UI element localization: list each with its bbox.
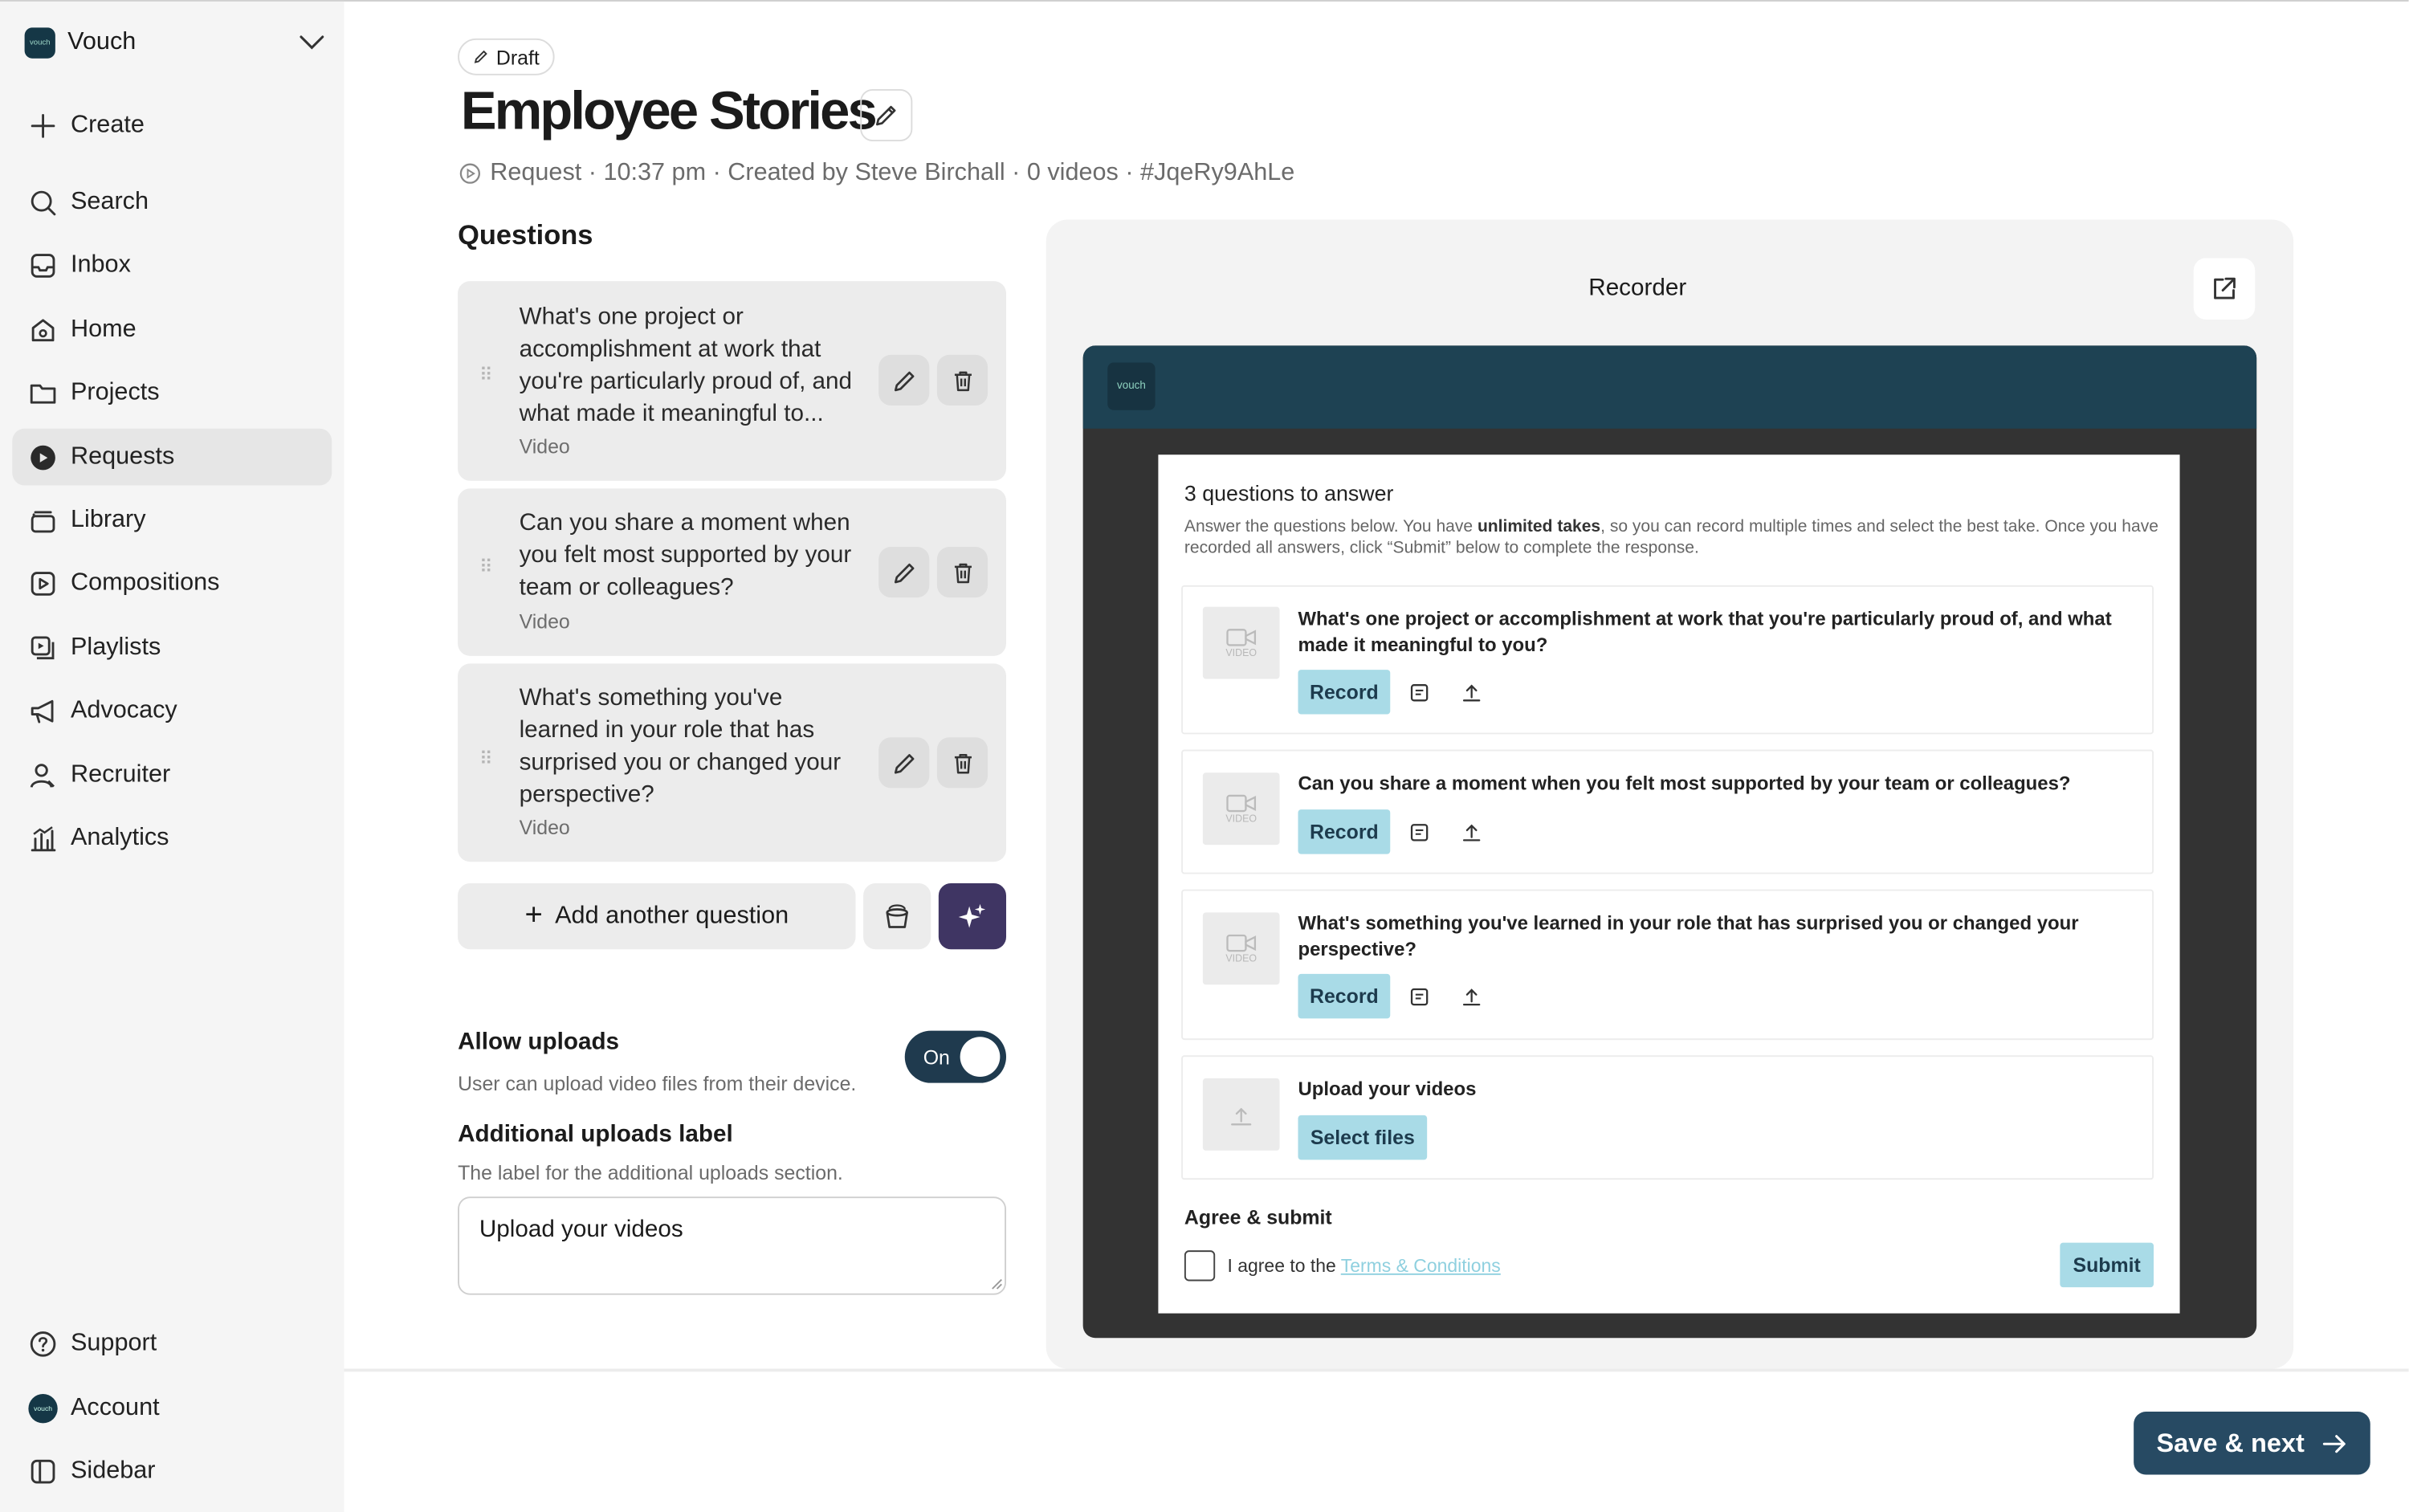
upload-icon[interactable] <box>1461 986 1482 1008</box>
save-next-label: Save & next <box>2156 1428 2305 1457</box>
video-camera-icon <box>1226 793 1257 814</box>
sparkle-icon <box>957 901 988 931</box>
question-type: Video <box>519 434 570 458</box>
plus-icon: + <box>524 899 543 933</box>
pencil-icon <box>891 751 916 776</box>
workspace-name: Vouch <box>67 29 137 55</box>
question-text: What's one project or accomplishment at work that you're particularly proud of, and what made it meaningful to... <box>519 304 853 427</box>
question-type: Video <box>519 815 570 839</box>
notes-icon[interactable] <box>1408 986 1430 1008</box>
pencil-icon <box>473 49 488 64</box>
thumbnail-label: VIDEO <box>1225 648 1257 659</box>
sidebar-item-compositions[interactable] <box>12 555 332 612</box>
resize-handle-icon[interactable] <box>991 1278 1003 1290</box>
form-question-text: What's one project or accomplishment at work that you're particularly proud of, and what made it meaningful to you? <box>1298 608 2112 656</box>
trash-icon <box>950 368 975 393</box>
question-text: Can you share a moment when you felt most supported by your team or colleagues? <box>519 510 852 601</box>
question-card[interactable] <box>458 663 1006 862</box>
footer-divider <box>344 1368 2409 1371</box>
allow-uploads-toggle[interactable] <box>905 1031 1006 1083</box>
sidebar <box>0 2 344 1512</box>
drag-handle-icon[interactable]: ⠿ <box>479 556 490 578</box>
uploads-label-title: Additional uploads label <box>458 1121 733 1148</box>
page-title: Employee Stories <box>460 81 875 141</box>
preview-logo: vouch <box>1107 362 1155 410</box>
external-link-icon <box>2211 275 2238 302</box>
avatar <box>27 1392 58 1423</box>
allow-uploads-description: User can upload video files from their device. <box>458 1072 857 1095</box>
sidebar-item-inbox[interactable] <box>12 237 332 294</box>
save-next-button[interactable] <box>2134 1412 2370 1474</box>
preview-header <box>1083 345 2257 428</box>
edit-title-button[interactable] <box>860 89 912 141</box>
sidebar-item-label: Account <box>70 1394 160 1420</box>
help-icon <box>27 1328 58 1359</box>
recruiter-icon <box>27 760 58 790</box>
svg-text:vouch: vouch <box>34 1404 53 1412</box>
video-camera-icon <box>1226 932 1257 954</box>
ai-generate-button[interactable] <box>939 883 1006 949</box>
thumbnail-label: VIDEO <box>1225 953 1257 965</box>
sidebar-item-analytics[interactable] <box>12 809 332 866</box>
sidebar-item-label: Inbox <box>70 251 131 278</box>
uploads-label-description: The label for the additional uploads section. <box>458 1161 843 1184</box>
sidebar-item-label: Projects <box>70 378 160 406</box>
sidebar-item-support[interactable] <box>12 1315 332 1372</box>
request-meta-text: Request · 10:37 pm · Created by Steve Birchall · 0 videos · #JqeRy9AhLe <box>490 159 1295 186</box>
home-icon <box>27 314 58 344</box>
recorder-panel <box>1046 220 2293 1369</box>
toggle-label: On <box>923 1045 950 1069</box>
sidebar-item-library[interactable] <box>12 491 332 548</box>
form-question-card <box>1181 585 2154 735</box>
sidebar-item-label: Support <box>70 1329 157 1356</box>
question-text: What's something you've learned in your role that has surprised you or changed your perspective? <box>519 685 842 809</box>
delete-question-button[interactable] <box>937 547 988 597</box>
sidebar-item-account[interactable] <box>12 1380 332 1437</box>
sidebar-item-home[interactable] <box>12 301 332 358</box>
form-question-text: What's something you've learned in your role that has surprised you or changed your perspective? <box>1298 912 2079 960</box>
delete-question-button[interactable] <box>937 355 988 406</box>
sidebar-item-create[interactable] <box>12 97 332 154</box>
add-question-label: Add another question <box>555 902 789 929</box>
sidebar-item-sidebar-toggle[interactable] <box>12 1442 332 1499</box>
sidebar-item-label: Compositions <box>70 569 220 596</box>
sidebar-item-label: Search <box>70 188 149 214</box>
preview-form <box>1158 454 2179 1313</box>
record-button[interactable]: Record <box>1298 974 1390 1018</box>
upload-thumbnail <box>1203 1078 1280 1151</box>
notes-icon[interactable] <box>1408 821 1430 843</box>
workspace-logo: vouch <box>25 27 55 58</box>
open-external-button[interactable] <box>2194 258 2256 320</box>
video-thumbnail <box>1203 912 1280 984</box>
form-description <box>1184 516 2167 560</box>
compositions-icon <box>27 568 58 598</box>
agree-text-label: I agree to the <box>1227 1254 1341 1277</box>
request-meta <box>459 160 1294 187</box>
drag-handle-icon[interactable]: ⠿ <box>479 364 490 386</box>
form-question-card <box>1181 890 2154 1040</box>
video-camera-icon <box>1226 627 1257 649</box>
recorder-title: Recorder <box>1588 275 1687 301</box>
playlists-icon <box>27 632 58 662</box>
arrow-right-icon <box>2323 1433 2348 1454</box>
sidebar-item-projects[interactable] <box>12 364 332 421</box>
form-description-bold: unlimited takes <box>1477 517 1601 536</box>
sidebar-item-label: Advocacy <box>70 696 177 723</box>
agree-checkbox[interactable] <box>1184 1250 1215 1281</box>
question-bank-button[interactable] <box>863 883 931 949</box>
sidebar-item-label: Requests <box>70 442 175 470</box>
sidebar-item-label: Analytics <box>70 824 169 850</box>
edit-question-button[interactable] <box>878 737 929 788</box>
allow-uploads-title: Allow uploads <box>458 1029 620 1056</box>
sidebar-item-playlists[interactable] <box>12 619 332 676</box>
upload-icon <box>1229 1102 1253 1127</box>
sidebar-item-advocacy[interactable] <box>12 682 332 739</box>
library-icon <box>27 504 58 535</box>
add-question-button[interactable] <box>458 883 855 949</box>
chevron-down-icon <box>298 29 325 56</box>
question-type: Video <box>519 609 570 634</box>
inbox-icon <box>27 250 58 280</box>
sidebar-item-requests[interactable] <box>12 429 332 486</box>
pencil-icon <box>891 560 916 585</box>
uploads-label-input[interactable] <box>458 1196 1006 1294</box>
thumbnail-label: VIDEO <box>1225 813 1257 825</box>
recorder-preview <box>1083 345 2257 1338</box>
megaphone-icon <box>27 695 58 726</box>
request-icon <box>459 163 481 185</box>
trash-icon <box>950 751 975 776</box>
requests-icon <box>27 442 58 472</box>
record-button[interactable]: Record <box>1298 670 1390 714</box>
terms-link[interactable]: Terms & Conditions <box>1340 1254 1501 1277</box>
submit-button[interactable]: Submit <box>2060 1243 2154 1287</box>
form-description-part: Answer the questions below. You have <box>1184 517 1478 536</box>
sidebar-icon <box>27 1456 58 1486</box>
record-button[interactable]: Record <box>1298 809 1390 854</box>
question-card[interactable] <box>458 281 1006 481</box>
form-description-part: , so you can record multiple times and select the best take. Once you have recorded all answers, click “Submit” below to complete the response. <box>1184 517 2158 558</box>
video-thumbnail <box>1203 772 1280 845</box>
select-files-button[interactable]: Select files <box>1298 1115 1427 1159</box>
status-badge <box>458 39 555 75</box>
status-label: Draft <box>495 45 540 69</box>
pencil-icon <box>874 103 899 128</box>
edit-question-button[interactable] <box>878 355 929 406</box>
upload-icon[interactable] <box>1461 682 1482 703</box>
workspace-switcher[interactable] <box>25 26 326 60</box>
sidebar-item-label: Recruiter <box>70 760 171 788</box>
notes-icon[interactable] <box>1408 682 1430 703</box>
form-question-card <box>1181 750 2154 874</box>
agree-text <box>1227 1255 1500 1277</box>
sidebar-item-label: Sidebar <box>70 1457 156 1484</box>
folder-icon <box>27 377 58 408</box>
question-card[interactable] <box>458 488 1006 656</box>
plus-icon <box>27 110 58 141</box>
upload-card <box>1181 1055 2154 1180</box>
sidebar-item-search[interactable] <box>12 173 332 230</box>
sidebar-item-label: Playlists <box>70 634 161 660</box>
form-heading: 3 questions to answer <box>1184 480 1394 506</box>
sidebar-item-label: Create <box>70 111 145 138</box>
upload-icon[interactable] <box>1461 821 1482 843</box>
trash-icon <box>950 560 975 585</box>
upload-title: Upload your videos <box>1298 1078 1477 1100</box>
questions-heading: Questions <box>458 219 593 251</box>
form-question-text: Can you share a moment when you felt most supported by your team or colleagues? <box>1298 772 2071 795</box>
sidebar-item-recruiter[interactable] <box>12 747 332 804</box>
toggle-knob <box>960 1037 1001 1077</box>
sidebar-item-label: Home <box>70 316 137 342</box>
search-icon <box>27 186 58 217</box>
bucket-icon <box>883 903 911 930</box>
analytics-icon <box>27 822 58 853</box>
video-thumbnail <box>1203 607 1280 679</box>
pencil-icon <box>891 368 916 393</box>
drag-handle-icon[interactable]: ⠿ <box>479 748 490 770</box>
delete-question-button[interactable] <box>937 737 988 788</box>
sidebar-item-label: Library <box>70 506 146 532</box>
agree-heading: Agree & submit <box>1184 1205 1332 1229</box>
edit-question-button[interactable] <box>878 547 929 597</box>
